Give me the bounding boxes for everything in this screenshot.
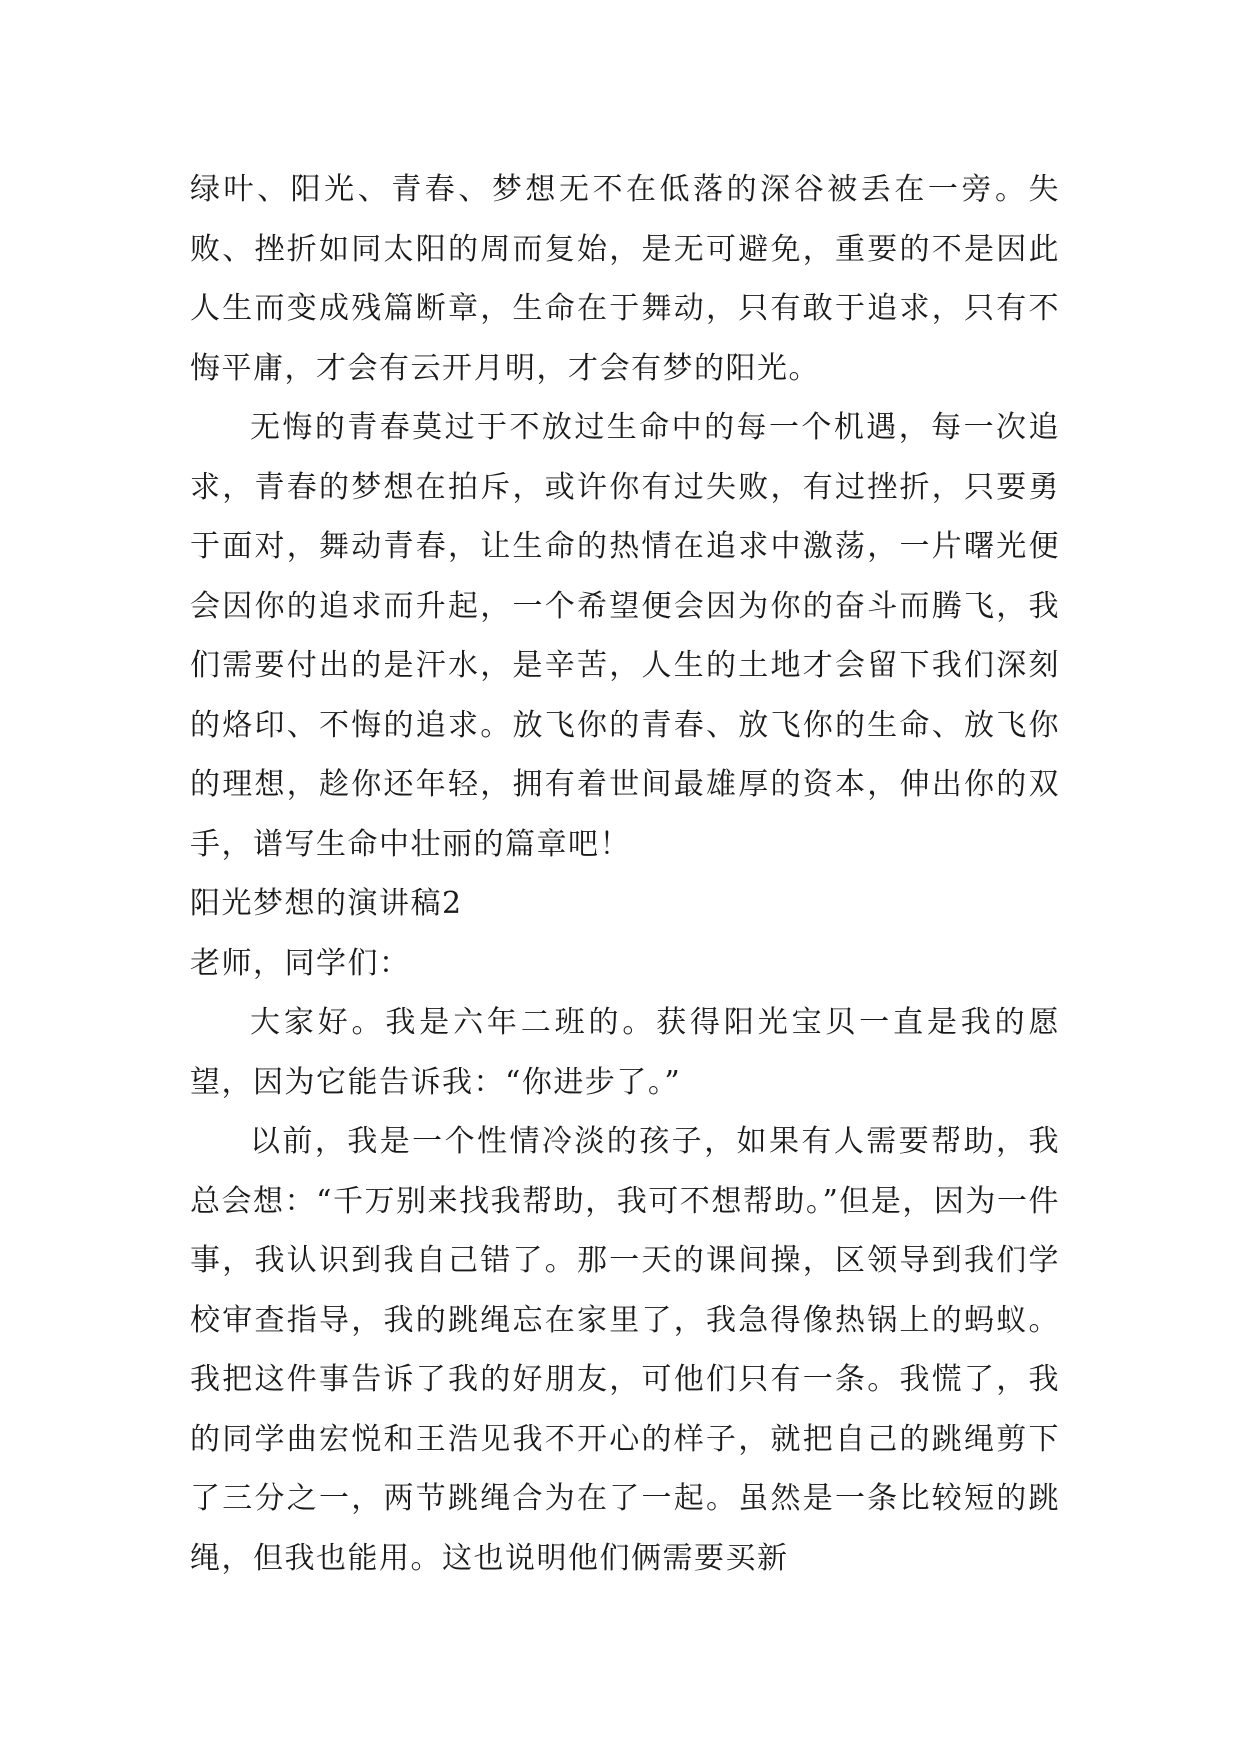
- paragraph-1: 绿叶、阳光、青春、梦想无不在低落的深谷被丢在一旁。失败、挫折如同太阳的周而复始，是无可避免，重要的不是因此人生而变成残篇断章，生命在于舞动，只有敢于追求，只有不悔平庸，才会有云开月明，才会有梦的阳光。: [190, 172, 1060, 386]
- document-body: [190, 160, 1060, 1588]
- paragraph-3: 大家好。我是六年二班的。获得阳光宝贝一直是我的愿望，因为它能告诉我：“你进步了。”: [190, 1005, 1060, 1100]
- paragraph-4: 以前，我是一个性情冷淡的孩子，如果有人需要帮助，我总会想：“千万别来找我帮助，我可不想帮助。”但是，因为一件事，我认识到我自己错了。那一天的课间操，区领导到我们学校审查指导，我的跳绳忘在家里了，我急得像热锅上的蚂蚁。我把这件事告诉了我的好朋友，可他们只有一条。我慌了，我的同学曲宏悦和王浩见我不开心的样子，就把自己的跳绳剪下了三分之一，两节跳绳合为在了一起。虽然是一条比较短的跳绳，但我也能用。这也说明他们俩需要买新: [190, 1124, 1060, 1576]
- section-title: 阳光梦想的演讲稿2: [190, 886, 463, 921]
- paragraph-2: 无悔的青春莫过于不放过生命中的每一个机遇，每一次追求，青春的梦想在拍斥，或许你有过失败，有过挫折，只要勇于面对，舞动青春，让生命的热情在追求中激荡，一片曙光便会因你的追求而升起，一个希望便会因为你的奋斗而腾飞，我们需要付出的是汗水，是辛苦，人生的土地才会留下我们深刻的烙印、不悔的追求。放飞你的青春、放飞你的生命、放飞你的理想，趁你还年轻，拥有着世间最雄厚的资本，伸出你的双手，谱写生命中壮丽的篇章吧！: [190, 410, 1060, 862]
- salutation: 老师，同学们：: [190, 945, 411, 981]
